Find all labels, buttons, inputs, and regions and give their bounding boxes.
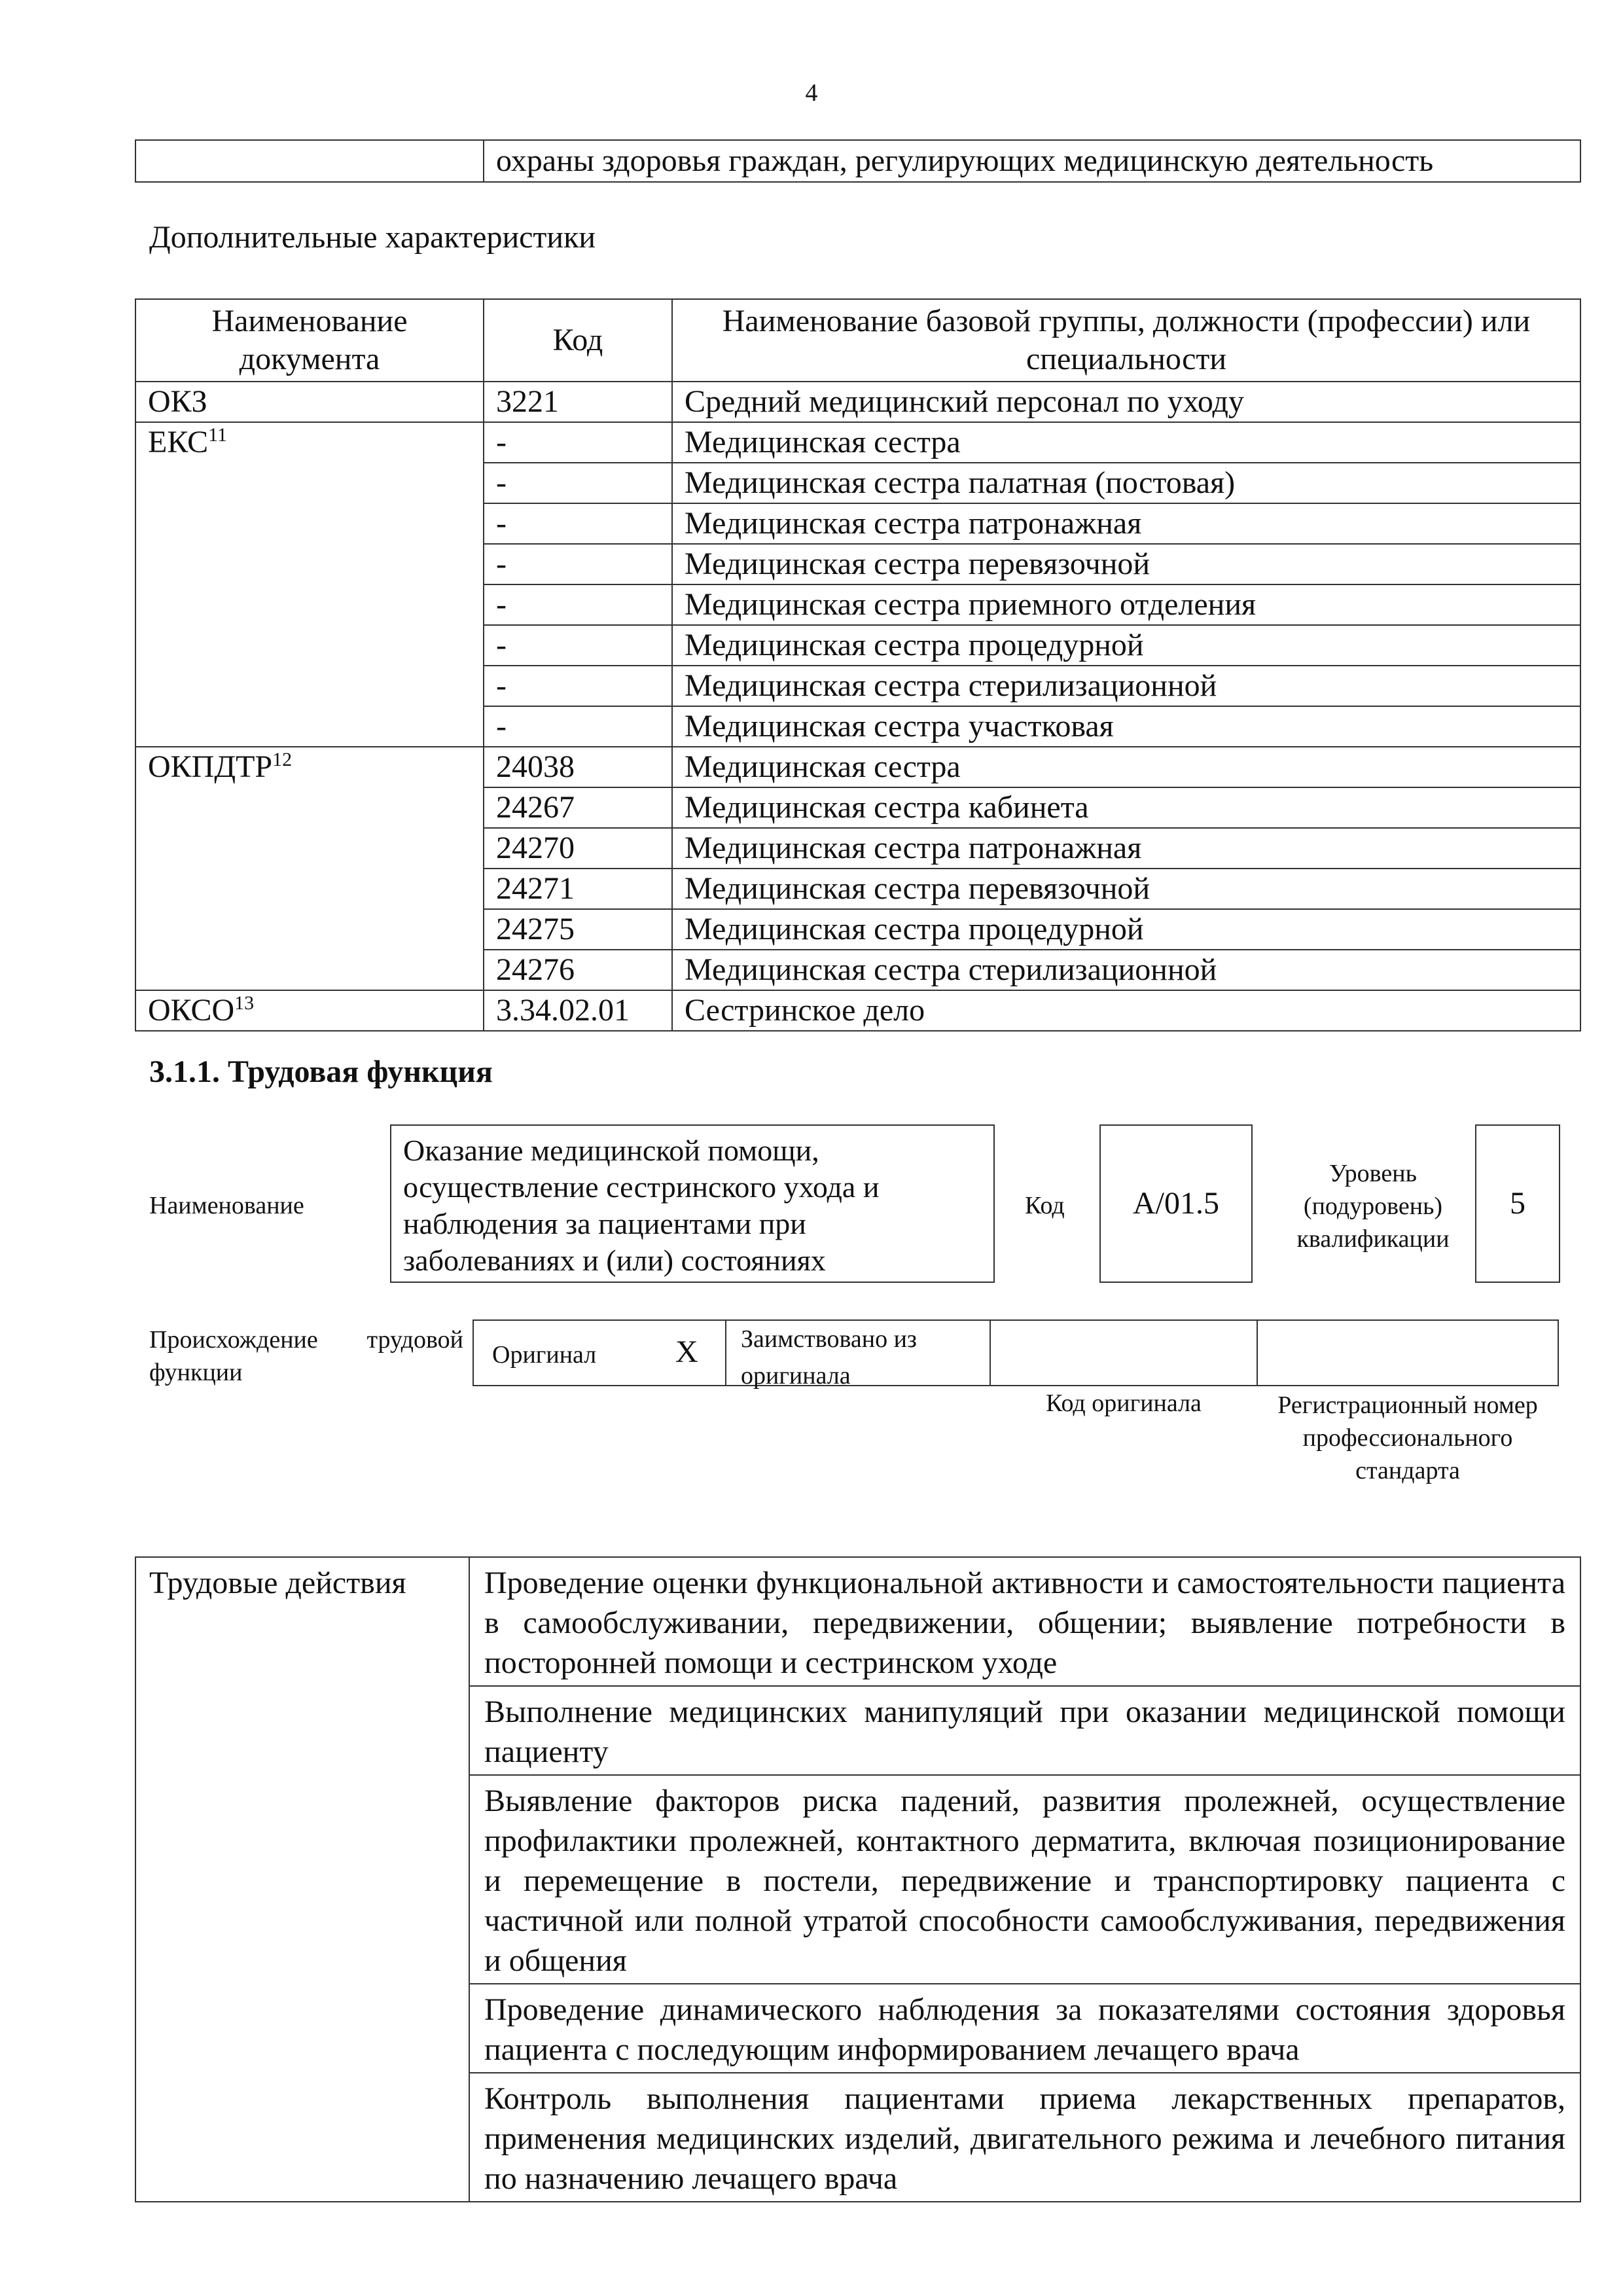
function-code-box: А/01.5 [1099, 1124, 1253, 1283]
code-cell: 24270 [484, 828, 672, 869]
name-cell: Медицинская сестра [672, 422, 1580, 463]
code-cell: - [484, 584, 672, 625]
labor-action-item: Проведение динамического наблюдения за показателями состояния здоровья пациента с последующим информированием лечащего врача [469, 1984, 1580, 2073]
additional-characteristics-title: Дополнительные характеристики [149, 220, 596, 255]
original-label: Оригинал [492, 1341, 597, 1369]
doc-name: ЕКС [148, 425, 209, 459]
doc-name: ОКСО [148, 993, 235, 1028]
name-label: Наименование [149, 1192, 304, 1219]
code-cell: - [484, 666, 672, 706]
original-cell [473, 1319, 726, 1386]
code-cell: - [484, 625, 672, 666]
name-cell: Медицинская сестра процедурной [672, 909, 1580, 950]
borrowed-cell [725, 1319, 991, 1390]
labor-action-item: Контроль выполнения пациентами приема лекарственных препаратов, применения медицинских изделий, двигательного режима и лечебного питания по назначению лечащего врача [469, 2073, 1580, 2202]
code-cell: - [484, 544, 672, 584]
name-cell: Медицинская сестра патронажная [672, 503, 1580, 544]
name-cell: Медицинская сестра приемного отделения [672, 584, 1580, 625]
doc-name: ОКПДТР [148, 749, 273, 784]
name-cell: Медицинская сестра процедурной [672, 625, 1580, 666]
code-cell: 24038 [484, 747, 672, 787]
code-cell: - [484, 463, 672, 503]
continuation-text: охраны здоровья граждан, регулирующих медицинскую деятельность [484, 140, 1580, 182]
name-cell: Медицинская сестра патронажная [672, 828, 1580, 869]
code-cell: - [484, 706, 672, 747]
registration-number-cell [1257, 1319, 1559, 1386]
original-code-caption: Код оригинала [1046, 1390, 1202, 1417]
origin-label: Происхождение трудовой функции [149, 1326, 463, 1386]
header-name: Наименование базовой группы, должности (профессии) или специальности [672, 299, 1580, 382]
code-cell: 24267 [484, 787, 672, 828]
code-label: Код [1025, 1192, 1065, 1219]
table-row [135, 747, 1580, 787]
doc-eks [135, 422, 484, 747]
section-title: 3.1.1. Трудовая функция [149, 1054, 493, 1089]
name-cell: Сестринское дело [672, 990, 1580, 1031]
level-label: Уровень (подуровень) квалификации [1296, 1160, 1450, 1253]
level-value-box: 5 [1475, 1124, 1560, 1283]
labor-actions-table [135, 1556, 1581, 2202]
page-number: 4 [805, 79, 818, 107]
table-row [135, 1557, 1580, 1686]
footnote-ref: 12 [272, 749, 293, 770]
table-row [135, 422, 1580, 463]
code-cell: 24276 [484, 950, 672, 990]
name-cell: Медицинская сестра участковая [672, 706, 1580, 747]
labor-action-item: Выполнение медицинских манипуляций при оказании медицинской помощи пациенту [469, 1686, 1580, 1775]
code-cell: - [484, 422, 672, 463]
characteristics-table [135, 298, 1581, 1031]
labor-action-item: Проведение оценки функциональной активности и самостоятельности пациента в самообслуживании, передвижении, общении; выявление потребности в посторонней помощи и сестринском уходе [469, 1557, 1580, 1686]
table-row [135, 382, 1580, 422]
code-cell: 3.34.02.01 [484, 990, 672, 1031]
name-cell: Медицинская сестра перевязочной [672, 544, 1580, 584]
code-cell: 24275 [484, 909, 672, 950]
original-code-cell [990, 1319, 1258, 1386]
name-cell: Медицинская сестра [672, 747, 1580, 787]
original-mark: X [675, 1335, 698, 1369]
code-cell: 24271 [484, 869, 672, 909]
labor-action-item: Выявление факторов риска падений, развития пролежней, осуществление профилактики пролежней, контактного дерматита, включая позиционирование и перемещение в постели, передвижение и транспортировку пациента с частичной или полной утратой способности самообслуживания, передвижения и общения [469, 1775, 1580, 1984]
labor-actions-label: Трудовые действия [135, 1557, 469, 2202]
doc-okz: ОКЗ [135, 382, 484, 422]
header-code: Код [484, 299, 672, 382]
name-cell: Медицинская сестра перевязочной [672, 869, 1580, 909]
continuation-left-cell [135, 140, 484, 182]
footnote-ref: 11 [208, 424, 228, 446]
header-document: Наименование документа [135, 299, 484, 382]
name-cell: Медицинская сестра стерилизационной [672, 950, 1580, 990]
table-header-row [135, 299, 1580, 382]
registration-number-caption: Регистрационный номер профессионального стандарта [1277, 1391, 1538, 1484]
code-cell: 3221 [484, 382, 672, 422]
footnote-ref: 13 [234, 992, 255, 1014]
name-cell: Медицинская сестра палатная (постовая) [672, 463, 1580, 503]
doc-okso [135, 990, 484, 1031]
borrowed-label: Заимствовано из оригинала [741, 1325, 917, 1390]
table-row [135, 990, 1580, 1031]
name-cell: Медицинская сестра стерилизационной [672, 666, 1580, 706]
doc-okpdtr [135, 747, 484, 990]
name-cell: Медицинская сестра кабинета [672, 787, 1580, 828]
table-row [135, 140, 1580, 182]
origin-row [473, 1319, 1559, 1390]
function-name-box: Оказание медицинской помощи, осуществление сестринского ухода и наблюдения за пациентами при заболеваниях и (или) состояниях [390, 1124, 995, 1283]
name-cell: Средний медицинский персонал по уходу [672, 382, 1580, 422]
code-cell: - [484, 503, 672, 544]
continuation-table [135, 139, 1581, 183]
